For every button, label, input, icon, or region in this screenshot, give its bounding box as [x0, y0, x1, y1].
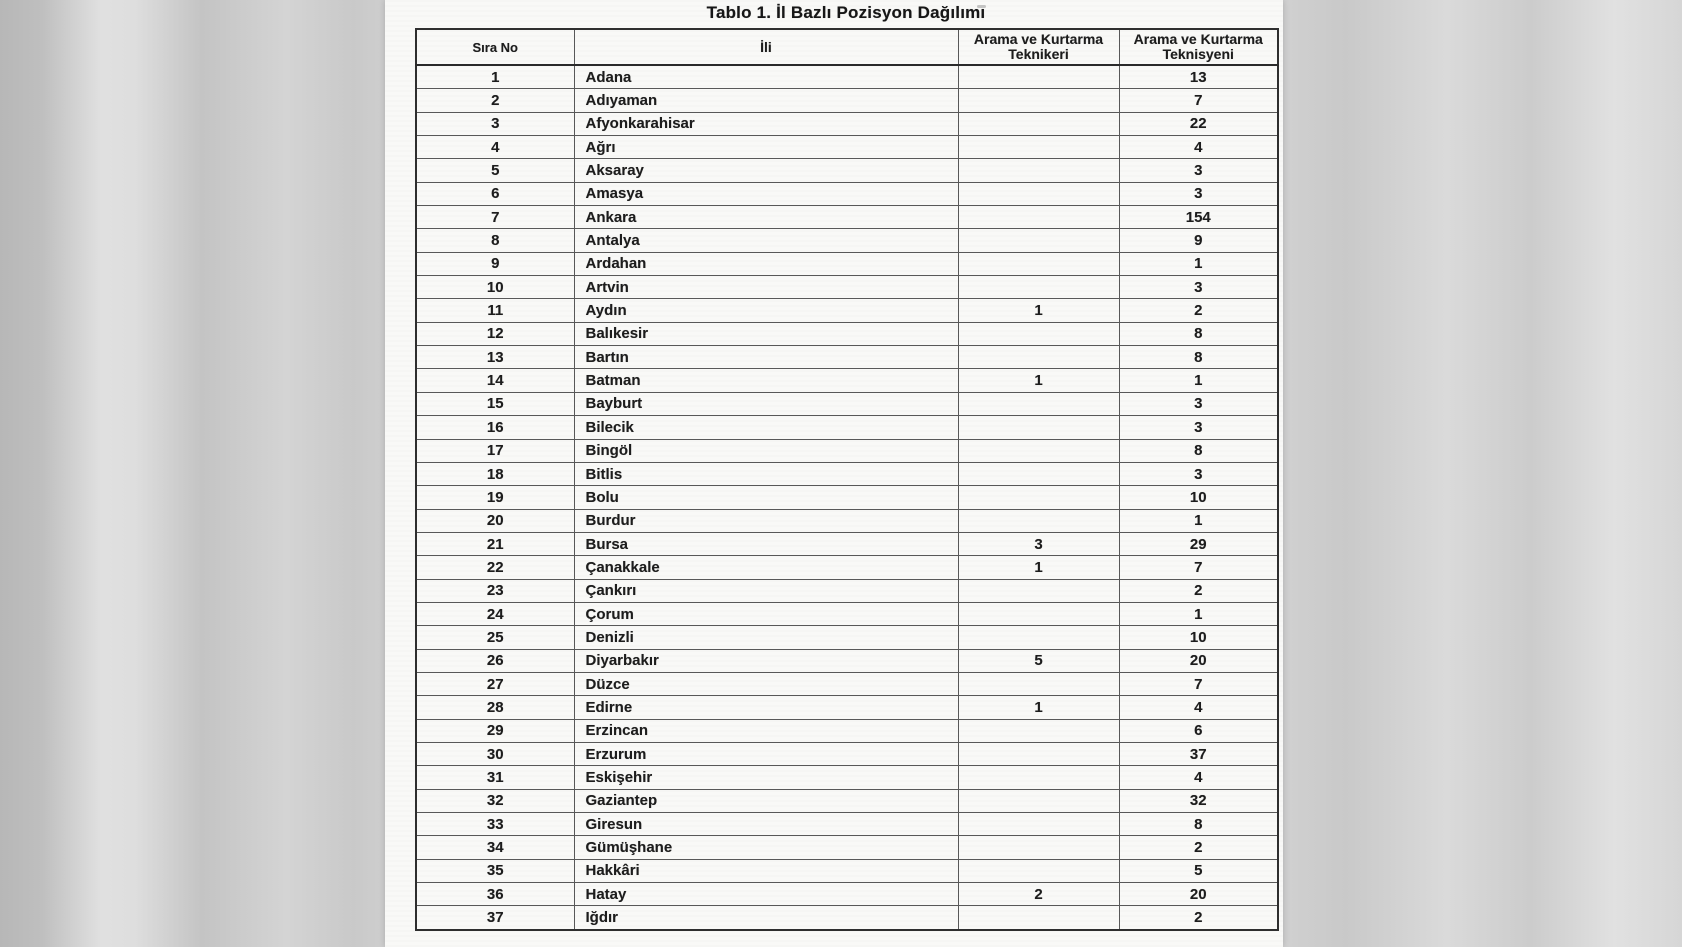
cell-sira-no: 8: [416, 229, 574, 252]
cell-teknisyeni: 3: [1119, 392, 1278, 415]
cell-sira-no: 23: [416, 579, 574, 602]
cell-teknisyeni: 1: [1119, 252, 1278, 275]
cell-sira-no: 28: [416, 696, 574, 719]
cell-sira-no: 30: [416, 742, 574, 765]
cell-ili: Adana: [574, 65, 958, 89]
cell-ili: Çorum: [574, 602, 958, 625]
cell-teknisyeni: 8: [1119, 439, 1278, 462]
table-row: [416, 299, 1278, 322]
header-cell-teknisyeni: Arama ve Kurtarma Teknisyeni: [1119, 29, 1278, 65]
table-row: [416, 696, 1278, 719]
cell-sira-no: 5: [416, 159, 574, 182]
cell-sira-no: 7: [416, 206, 574, 229]
table-row: [416, 626, 1278, 649]
cell-sira-no: 37: [416, 906, 574, 930]
cell-ili: Çanakkale: [574, 556, 958, 579]
cell-sira-no: 15: [416, 392, 574, 415]
cell-sira-no: 13: [416, 346, 574, 369]
cell-teknisyeni: 5: [1119, 859, 1278, 882]
cell-teknisyeni: 9: [1119, 229, 1278, 252]
table-header-row: [416, 29, 1278, 65]
cell-ili: Erzurum: [574, 742, 958, 765]
cell-teknikeri: [958, 182, 1119, 205]
cell-teknisyeni: 3: [1119, 182, 1278, 205]
cell-ili: Ardahan: [574, 252, 958, 275]
cell-teknikeri: [958, 906, 1119, 930]
cell-sira-no: 33: [416, 813, 574, 836]
cell-ili: Düzce: [574, 672, 958, 695]
cell-teknikeri: [958, 439, 1119, 462]
cell-sira-no: 6: [416, 182, 574, 205]
cell-teknisyeni: 3: [1119, 462, 1278, 485]
cell-sira-no: 26: [416, 649, 574, 672]
table-row: [416, 112, 1278, 135]
cell-ili: Bitlis: [574, 462, 958, 485]
cell-teknisyeni: 3: [1119, 159, 1278, 182]
cell-teknisyeni: 32: [1119, 789, 1278, 812]
cell-teknikeri: [958, 509, 1119, 532]
cell-sira-no: 19: [416, 486, 574, 509]
table-row: [416, 509, 1278, 532]
cell-teknikeri: [958, 486, 1119, 509]
table-row: [416, 89, 1278, 112]
cell-ili: Bolu: [574, 486, 958, 509]
cell-teknisyeni: 2: [1119, 906, 1278, 930]
cell-ili: Adıyaman: [574, 89, 958, 112]
cell-teknikeri: [958, 252, 1119, 275]
cell-teknisyeni: 37: [1119, 742, 1278, 765]
cell-teknisyeni: 22: [1119, 112, 1278, 135]
table-row: [416, 602, 1278, 625]
cell-teknikeri: [958, 416, 1119, 439]
cell-ili: Afyonkarahisar: [574, 112, 958, 135]
cell-sira-no: 27: [416, 672, 574, 695]
table-row: [416, 742, 1278, 765]
cell-teknikeri: 1: [958, 556, 1119, 579]
cell-ili: Bilecik: [574, 416, 958, 439]
table-row: [416, 462, 1278, 485]
cell-ili: Gümüşhane: [574, 836, 958, 859]
cell-teknikeri: [958, 719, 1119, 742]
cell-ili: Gaziantep: [574, 789, 958, 812]
table-row: [416, 906, 1278, 930]
cell-ili: Diyarbakır: [574, 649, 958, 672]
table-row: [416, 346, 1278, 369]
cell-ili: Artvin: [574, 276, 958, 299]
cell-teknisyeni: 154: [1119, 206, 1278, 229]
cell-sira-no: 31: [416, 766, 574, 789]
cell-teknikeri: 5: [958, 649, 1119, 672]
cell-sira-no: 16: [416, 416, 574, 439]
table-row: [416, 159, 1278, 182]
cell-teknisyeni: 1: [1119, 369, 1278, 392]
header-cell-ili: İli: [574, 29, 958, 65]
cell-sira-no: 14: [416, 369, 574, 392]
cell-teknikeri: [958, 462, 1119, 485]
cell-teknikeri: [958, 602, 1119, 625]
table-row: [416, 719, 1278, 742]
cell-ili: Bayburt: [574, 392, 958, 415]
cell-teknikeri: [958, 112, 1119, 135]
table-row: [416, 813, 1278, 836]
cell-ili: Ankara: [574, 206, 958, 229]
cell-sira-no: 2: [416, 89, 574, 112]
cell-ili: Erzincan: [574, 719, 958, 742]
cell-sira-no: 11: [416, 299, 574, 322]
cell-teknikeri: [958, 346, 1119, 369]
cell-teknikeri: [958, 89, 1119, 112]
cell-teknisyeni: 2: [1119, 836, 1278, 859]
cell-sira-no: 9: [416, 252, 574, 275]
cell-teknikeri: [958, 859, 1119, 882]
table-row: [416, 392, 1278, 415]
cell-ili: Aksaray: [574, 159, 958, 182]
cell-teknisyeni: 10: [1119, 486, 1278, 509]
table-row: [416, 579, 1278, 602]
cell-ili: Edirne: [574, 696, 958, 719]
cell-teknikeri: [958, 742, 1119, 765]
cell-sira-no: 34: [416, 836, 574, 859]
cell-teknikeri: [958, 766, 1119, 789]
position-distribution-table: [415, 28, 1279, 931]
cell-sira-no: 32: [416, 789, 574, 812]
table-row: [416, 532, 1278, 555]
cell-ili: Ağrı: [574, 136, 958, 159]
cell-ili: Denizli: [574, 626, 958, 649]
table-row: [416, 649, 1278, 672]
cell-ili: Eskişehir: [574, 766, 958, 789]
table-row: [416, 556, 1278, 579]
cell-ili: Bursa: [574, 532, 958, 555]
cell-ili: Hatay: [574, 883, 958, 906]
cell-teknikeri: [958, 322, 1119, 345]
cell-sira-no: 25: [416, 626, 574, 649]
cell-teknikeri: 2: [958, 883, 1119, 906]
cell-teknisyeni: 10: [1119, 626, 1278, 649]
cell-teknikeri: [958, 836, 1119, 859]
cell-sira-no: 36: [416, 883, 574, 906]
table-row: [416, 276, 1278, 299]
cell-sira-no: 1: [416, 65, 574, 89]
table-row: [416, 322, 1278, 345]
table-row: [416, 369, 1278, 392]
header-cell-teknikeri: Arama ve Kurtarma Teknikeri: [958, 29, 1119, 65]
cell-ili: Antalya: [574, 229, 958, 252]
cell-sira-no: 17: [416, 439, 574, 462]
scanned-document-page: [385, 0, 1283, 947]
cell-ili: Batman: [574, 369, 958, 392]
cell-teknikeri: [958, 579, 1119, 602]
table-row: [416, 766, 1278, 789]
table-body: [416, 65, 1278, 930]
table-row: [416, 136, 1278, 159]
cell-teknisyeni: 7: [1119, 556, 1278, 579]
cell-ili: Iğdır: [574, 906, 958, 930]
cell-teknisyeni: 7: [1119, 89, 1278, 112]
table-row: [416, 252, 1278, 275]
table-row: [416, 206, 1278, 229]
cell-teknikeri: [958, 672, 1119, 695]
cell-teknikeri: [958, 626, 1119, 649]
cell-sira-no: 20: [416, 509, 574, 532]
table-row: [416, 883, 1278, 906]
table-row: [416, 672, 1278, 695]
cell-teknikeri: [958, 159, 1119, 182]
cell-teknisyeni: 3: [1119, 276, 1278, 299]
cell-teknikeri: [958, 392, 1119, 415]
cell-teknisyeni: 8: [1119, 813, 1278, 836]
cell-teknikeri: [958, 65, 1119, 89]
table-row: [416, 65, 1278, 89]
cell-ili: Bingöl: [574, 439, 958, 462]
cell-sira-no: 22: [416, 556, 574, 579]
table-row: [416, 789, 1278, 812]
cell-ili: Hakkâri: [574, 859, 958, 882]
cell-sira-no: 35: [416, 859, 574, 882]
cell-teknikeri: [958, 229, 1119, 252]
cell-sira-no: 3: [416, 112, 574, 135]
cell-teknisyeni: 29: [1119, 532, 1278, 555]
cell-sira-no: 12: [416, 322, 574, 345]
cell-teknikeri: [958, 136, 1119, 159]
cell-teknikeri: [958, 813, 1119, 836]
cell-ili: Çankırı: [574, 579, 958, 602]
table-row: [416, 859, 1278, 882]
cell-teknikeri: 1: [958, 299, 1119, 322]
cell-teknikeri: 1: [958, 369, 1119, 392]
cell-ili: Giresun: [574, 813, 958, 836]
cell-teknisyeni: 13: [1119, 65, 1278, 89]
cell-sira-no: 18: [416, 462, 574, 485]
cell-teknisyeni: 4: [1119, 766, 1278, 789]
header-cell-sira-no: Sıra No: [416, 29, 574, 65]
cell-ili: Aydın: [574, 299, 958, 322]
cell-teknikeri: [958, 789, 1119, 812]
cell-teknisyeni: 2: [1119, 579, 1278, 602]
cell-teknikeri: [958, 206, 1119, 229]
cell-teknisyeni: 4: [1119, 136, 1278, 159]
cell-teknisyeni: 7: [1119, 672, 1278, 695]
cell-teknikeri: 1: [958, 696, 1119, 719]
table-row: [416, 439, 1278, 462]
cell-ili: Balıkesir: [574, 322, 958, 345]
cell-sira-no: 4: [416, 136, 574, 159]
cell-ili: Burdur: [574, 509, 958, 532]
table-row: [416, 416, 1278, 439]
cell-teknikeri: 3: [958, 532, 1119, 555]
table-row: [416, 229, 1278, 252]
cell-teknisyeni: 3: [1119, 416, 1278, 439]
document-title: Tablo 1. İl Bazlı Pozisyon Dağılımı: [706, 3, 986, 22]
cell-teknisyeni: 1: [1119, 602, 1278, 625]
cell-sira-no: 21: [416, 532, 574, 555]
cell-teknisyeni: 1: [1119, 509, 1278, 532]
cell-sira-no: 29: [416, 719, 574, 742]
cell-teknisyeni: 2: [1119, 299, 1278, 322]
table-row: [416, 836, 1278, 859]
cell-teknisyeni: 8: [1119, 346, 1278, 369]
cell-sira-no: 24: [416, 602, 574, 625]
cell-sira-no: 10: [416, 276, 574, 299]
table-row: [416, 486, 1278, 509]
position-table-container: [415, 28, 1277, 931]
cell-ili: Amasya: [574, 182, 958, 205]
cell-teknisyeni: 8: [1119, 322, 1278, 345]
cell-teknikeri: [958, 276, 1119, 299]
cell-teknisyeni: 4: [1119, 696, 1278, 719]
table-row: [416, 182, 1278, 205]
cell-ili: Bartın: [574, 346, 958, 369]
cell-teknisyeni: 20: [1119, 649, 1278, 672]
cell-teknisyeni: 6: [1119, 719, 1278, 742]
cell-teknisyeni: 20: [1119, 883, 1278, 906]
